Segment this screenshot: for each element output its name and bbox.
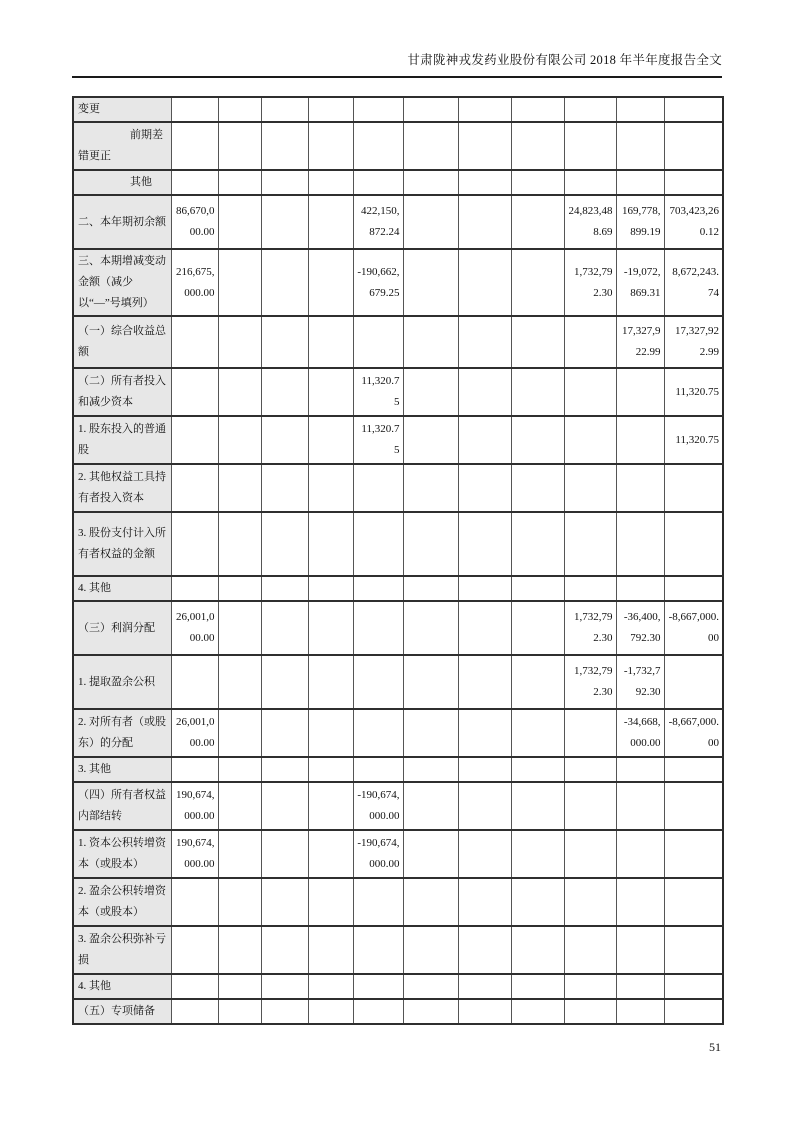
amount-cell	[564, 368, 616, 416]
amount-cell	[403, 830, 458, 878]
amount-cell	[218, 249, 261, 316]
table-row	[73, 368, 723, 416]
amount-cell: 216,675,000.00	[171, 249, 218, 316]
row-label: 变更	[73, 97, 171, 122]
amount-cell: 1,732,792.30	[564, 249, 616, 316]
amount-cell	[261, 757, 308, 782]
amount-cell	[403, 368, 458, 416]
amount-cell	[511, 830, 564, 878]
table-row	[73, 512, 723, 576]
row-label: （三）利润分配	[73, 601, 171, 655]
amount-cell	[261, 878, 308, 926]
amount-cell	[564, 830, 616, 878]
amount-cell	[458, 368, 511, 416]
table-row	[73, 926, 723, 974]
amount-cell	[564, 926, 616, 974]
amount-cell	[308, 97, 353, 122]
amount-cell	[511, 249, 564, 316]
amount-cell: 169,778,899.19	[616, 195, 664, 249]
row-label: 2. 其他权益工具持有者投入资本	[73, 464, 171, 512]
amount-cell	[308, 655, 353, 709]
amount-cell	[664, 170, 723, 195]
amount-cell	[218, 782, 261, 830]
amount-cell	[261, 195, 308, 249]
amount-cell: -34,668,000.00	[616, 709, 664, 757]
amount-cell	[353, 878, 403, 926]
amount-cell	[616, 464, 664, 512]
amount-cell	[218, 464, 261, 512]
amount-cell	[353, 655, 403, 709]
amount-cell: -190,674,000.00	[353, 830, 403, 878]
amount-cell	[353, 316, 403, 368]
amount-cell	[403, 195, 458, 249]
row-label: 前期差错更正	[73, 122, 171, 170]
amount-cell	[458, 195, 511, 249]
amount-cell	[308, 576, 353, 601]
amount-cell	[308, 316, 353, 368]
amount-cell	[353, 757, 403, 782]
amount-cell	[171, 170, 218, 195]
amount-cell	[511, 170, 564, 195]
amount-cell: 11,320.75	[664, 416, 723, 464]
amount-cell	[564, 757, 616, 782]
amount-cell	[564, 416, 616, 464]
page-header	[72, 52, 722, 78]
amount-cell	[511, 709, 564, 757]
row-label: 其他	[73, 170, 171, 195]
amount-cell	[458, 316, 511, 368]
amount-cell	[664, 464, 723, 512]
amount-cell	[616, 782, 664, 830]
amount-cell	[458, 601, 511, 655]
amount-cell	[353, 709, 403, 757]
amount-cell	[353, 122, 403, 170]
amount-cell	[458, 926, 511, 974]
amount-cell	[171, 974, 218, 999]
amount-cell	[403, 249, 458, 316]
amount-cell: -19,072,869.31	[616, 249, 664, 316]
amount-cell	[171, 926, 218, 974]
amount-cell	[261, 999, 308, 1024]
row-label: 1. 股东投入的普通股	[73, 416, 171, 464]
amount-cell	[458, 782, 511, 830]
table-row	[73, 974, 723, 999]
amount-cell	[261, 97, 308, 122]
amount-cell	[218, 97, 261, 122]
amount-cell	[261, 655, 308, 709]
amount-cell	[511, 601, 564, 655]
row-label: （五）专项储备	[73, 999, 171, 1024]
amount-cell	[511, 464, 564, 512]
amount-cell: 422,150,872.24	[353, 195, 403, 249]
amount-cell	[261, 416, 308, 464]
amount-cell	[458, 170, 511, 195]
equity-table-body	[73, 97, 723, 1024]
amount-cell	[261, 512, 308, 576]
amount-cell	[171, 576, 218, 601]
amount-cell: 1,732,792.30	[564, 655, 616, 709]
amount-cell	[664, 830, 723, 878]
amount-cell	[218, 316, 261, 368]
amount-cell	[664, 782, 723, 830]
row-label: 2. 盈余公积转增资本（或股本）	[73, 878, 171, 926]
row-label: 4. 其他	[73, 576, 171, 601]
amount-cell	[564, 974, 616, 999]
amount-cell	[261, 830, 308, 878]
amount-cell	[511, 757, 564, 782]
amount-cell: -36,400,792.30	[616, 601, 664, 655]
amount-cell	[218, 974, 261, 999]
amount-cell	[171, 999, 218, 1024]
equity-change-table	[72, 96, 724, 1025]
amount-cell	[564, 464, 616, 512]
amount-cell	[261, 170, 308, 195]
amount-cell	[403, 926, 458, 974]
amount-cell	[458, 878, 511, 926]
amount-cell	[564, 512, 616, 576]
amount-cell	[511, 576, 564, 601]
amount-cell	[218, 512, 261, 576]
amount-cell	[261, 926, 308, 974]
amount-cell	[171, 464, 218, 512]
amount-cell: -190,674,000.00	[353, 782, 403, 830]
amount-cell	[458, 709, 511, 757]
amount-cell	[353, 576, 403, 601]
amount-cell	[308, 122, 353, 170]
amount-cell	[171, 97, 218, 122]
amount-cell	[353, 170, 403, 195]
amount-cell	[664, 878, 723, 926]
amount-cell	[616, 512, 664, 576]
amount-cell	[664, 122, 723, 170]
amount-cell	[564, 316, 616, 368]
amount-cell	[664, 999, 723, 1024]
amount-cell: 190,674,000.00	[171, 782, 218, 830]
amount-cell: 8,672,243.74	[664, 249, 723, 316]
amount-cell	[308, 999, 353, 1024]
amount-cell	[403, 782, 458, 830]
amount-cell	[564, 97, 616, 122]
amount-cell	[218, 368, 261, 416]
amount-cell	[403, 709, 458, 757]
amount-cell	[616, 830, 664, 878]
row-label: 4. 其他	[73, 974, 171, 999]
row-label: 三、本期增减变动金额（减少以“—”号填列）	[73, 249, 171, 316]
table-row	[73, 97, 723, 122]
amount-cell	[353, 97, 403, 122]
amount-cell: -8,667,000.00	[664, 601, 723, 655]
amount-cell	[218, 655, 261, 709]
amount-cell	[511, 878, 564, 926]
amount-cell	[218, 576, 261, 601]
table-row	[73, 316, 723, 368]
amount-cell	[458, 830, 511, 878]
amount-cell	[403, 878, 458, 926]
amount-cell	[308, 878, 353, 926]
amount-cell	[261, 368, 308, 416]
amount-cell	[616, 999, 664, 1024]
amount-cell	[353, 926, 403, 974]
amount-cell	[308, 782, 353, 830]
amount-cell	[403, 576, 458, 601]
amount-cell	[261, 576, 308, 601]
amount-cell	[308, 512, 353, 576]
amount-cell: 26,001,000.00	[171, 709, 218, 757]
amount-cell	[458, 512, 511, 576]
amount-cell	[261, 601, 308, 655]
amount-cell	[171, 878, 218, 926]
amount-cell	[616, 416, 664, 464]
amount-cell	[218, 416, 261, 464]
row-label: （二）所有者投入和减少资本	[73, 368, 171, 416]
amount-cell	[403, 316, 458, 368]
amount-cell: 86,670,000.00	[171, 195, 218, 249]
amount-cell	[171, 757, 218, 782]
amount-cell	[458, 249, 511, 316]
amount-cell: 17,327,922.99	[616, 316, 664, 368]
amount-cell	[458, 576, 511, 601]
table-row	[73, 655, 723, 709]
amount-cell	[308, 249, 353, 316]
table-row	[73, 122, 723, 170]
amount-cell	[403, 122, 458, 170]
amount-cell	[218, 757, 261, 782]
amount-cell	[261, 249, 308, 316]
amount-cell	[564, 999, 616, 1024]
amount-cell	[511, 97, 564, 122]
amount-cell	[511, 782, 564, 830]
table-row	[73, 830, 723, 878]
amount-cell	[353, 974, 403, 999]
amount-cell	[564, 878, 616, 926]
table-row	[73, 878, 723, 926]
amount-cell: -1,732,792.30	[616, 655, 664, 709]
amount-cell	[171, 655, 218, 709]
amount-cell	[403, 655, 458, 709]
amount-cell: 11,320.75	[353, 368, 403, 416]
amount-cell	[511, 974, 564, 999]
table-row	[73, 170, 723, 195]
amount-cell	[458, 757, 511, 782]
row-label: 二、本年期初余额	[73, 195, 171, 249]
report-title: 甘肃陇神戎发药业股份有限公司 2018 年半年度报告全文	[407, 53, 722, 67]
amount-cell	[353, 512, 403, 576]
table-row	[73, 576, 723, 601]
amount-cell	[218, 170, 261, 195]
amount-cell	[458, 464, 511, 512]
table-row	[73, 195, 723, 249]
amount-cell	[616, 576, 664, 601]
amount-cell	[564, 709, 616, 757]
row-label: （四）所有者权益内部结转	[73, 782, 171, 830]
amount-cell	[403, 974, 458, 999]
amount-cell	[564, 782, 616, 830]
amount-cell	[308, 974, 353, 999]
amount-cell	[511, 368, 564, 416]
table-row	[73, 782, 723, 830]
amount-cell	[218, 999, 261, 1024]
amount-cell	[261, 709, 308, 757]
amount-cell	[171, 416, 218, 464]
amount-cell: 26,001,000.00	[171, 601, 218, 655]
amount-cell	[353, 464, 403, 512]
row-label: 1. 提取盈余公积	[73, 655, 171, 709]
page-number: 51	[709, 1040, 721, 1054]
amount-cell	[171, 122, 218, 170]
row-label: 1. 资本公积转增资本（或股本）	[73, 830, 171, 878]
table-row	[73, 601, 723, 655]
table-row	[73, 709, 723, 757]
amount-cell	[664, 97, 723, 122]
amount-cell	[616, 757, 664, 782]
amount-cell	[511, 416, 564, 464]
amount-cell	[511, 999, 564, 1024]
table-row	[73, 249, 723, 316]
amount-cell	[511, 195, 564, 249]
amount-cell	[616, 974, 664, 999]
row-label: 3. 股份支付计入所有者权益的金额	[73, 512, 171, 576]
amount-cell	[403, 601, 458, 655]
amount-cell	[616, 122, 664, 170]
amount-cell	[218, 122, 261, 170]
table-row	[73, 757, 723, 782]
amount-cell	[511, 316, 564, 368]
amount-cell	[616, 926, 664, 974]
amount-cell	[664, 576, 723, 601]
amount-cell	[458, 999, 511, 1024]
amount-cell	[458, 655, 511, 709]
amount-cell	[171, 316, 218, 368]
amount-cell	[664, 926, 723, 974]
amount-cell	[616, 368, 664, 416]
amount-cell	[403, 512, 458, 576]
amount-cell	[261, 122, 308, 170]
amount-cell	[308, 830, 353, 878]
row-label: （一）综合收益总额	[73, 316, 171, 368]
amount-cell	[218, 195, 261, 249]
amount-cell	[308, 195, 353, 249]
amount-cell	[308, 709, 353, 757]
amount-cell	[664, 512, 723, 576]
amount-cell	[616, 170, 664, 195]
amount-cell: 11,320.75	[353, 416, 403, 464]
amount-cell	[664, 974, 723, 999]
amount-cell	[403, 464, 458, 512]
amount-cell	[171, 512, 218, 576]
amount-cell	[511, 512, 564, 576]
amount-cell	[403, 97, 458, 122]
amount-cell	[218, 709, 261, 757]
amount-cell	[353, 999, 403, 1024]
amount-cell: -8,667,000.00	[664, 709, 723, 757]
amount-cell	[261, 464, 308, 512]
amount-cell	[458, 416, 511, 464]
amount-cell	[308, 757, 353, 782]
amount-cell	[308, 601, 353, 655]
amount-cell: 11,320.75	[664, 368, 723, 416]
amount-cell	[511, 926, 564, 974]
amount-cell: 17,327,922.99	[664, 316, 723, 368]
amount-cell	[218, 601, 261, 655]
amount-cell	[308, 170, 353, 195]
amount-cell	[458, 974, 511, 999]
amount-cell	[308, 926, 353, 974]
amount-cell	[171, 368, 218, 416]
row-label: 3. 其他	[73, 757, 171, 782]
table-row	[73, 464, 723, 512]
table-row	[73, 416, 723, 464]
amount-cell	[403, 999, 458, 1024]
amount-cell	[564, 122, 616, 170]
amount-cell	[403, 757, 458, 782]
amount-cell: -190,662,679.25	[353, 249, 403, 316]
table-row	[73, 999, 723, 1024]
amount-cell	[664, 655, 723, 709]
amount-cell	[308, 368, 353, 416]
amount-cell	[308, 464, 353, 512]
amount-cell	[353, 601, 403, 655]
amount-cell	[403, 170, 458, 195]
row-label: 3. 盈余公积弥补亏损	[73, 926, 171, 974]
amount-cell	[218, 878, 261, 926]
row-label: 2. 对所有者（或股东）的分配	[73, 709, 171, 757]
amount-cell	[511, 655, 564, 709]
amount-cell: 1,732,792.30	[564, 601, 616, 655]
amount-cell	[664, 757, 723, 782]
amount-cell	[564, 170, 616, 195]
amount-cell	[218, 926, 261, 974]
equity-table-container	[72, 96, 724, 1025]
amount-cell	[458, 97, 511, 122]
amount-cell	[218, 830, 261, 878]
amount-cell	[458, 122, 511, 170]
amount-cell: 24,823,488.69	[564, 195, 616, 249]
amount-cell	[308, 416, 353, 464]
amount-cell	[403, 416, 458, 464]
amount-cell	[616, 878, 664, 926]
amount-cell	[261, 316, 308, 368]
amount-cell	[564, 576, 616, 601]
amount-cell: 190,674,000.00	[171, 830, 218, 878]
amount-cell: 703,423,260.12	[664, 195, 723, 249]
amount-cell	[511, 122, 564, 170]
amount-cell	[616, 97, 664, 122]
amount-cell	[261, 782, 308, 830]
amount-cell	[261, 974, 308, 999]
